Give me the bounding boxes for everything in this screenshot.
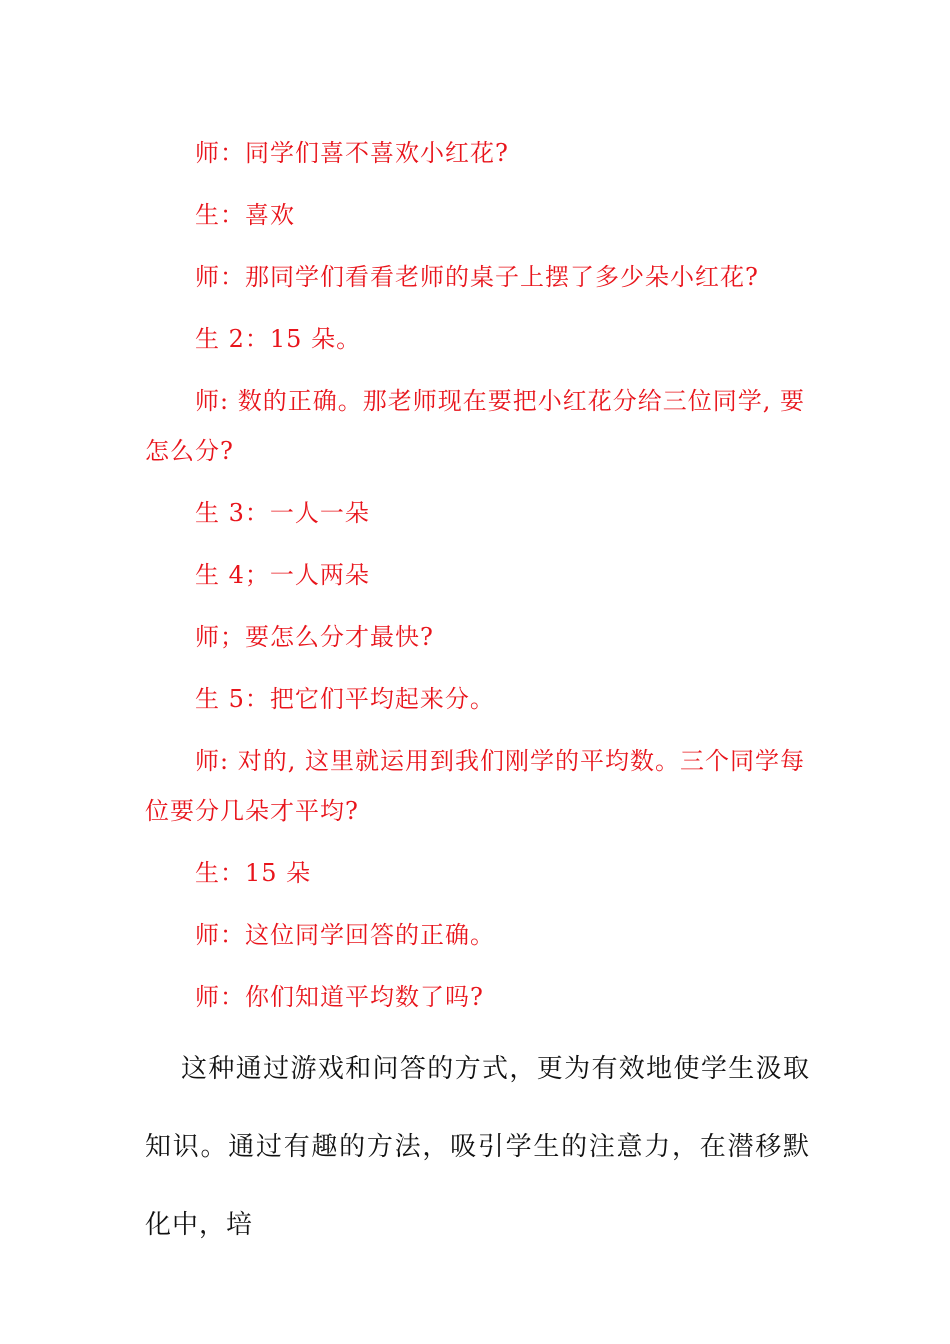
dialogue-line: 师；要怎么分才最快? xyxy=(195,623,434,651)
dialogue-line: 师: 对的, 这里就运用到我们刚学的平均数。三个同学每位要分几朵才平均? xyxy=(145,747,805,825)
dialogue-line: 师: 数的正确。那老师现在要把小红花分给三位同学, 要怎么分? xyxy=(145,387,805,465)
body-paragraph: 这种通过游戏和问答的方式，更为有效地使学生汲取知识。通过有趣的方法，吸引学生的注意力，在潜移默化中，培 xyxy=(145,1054,810,1240)
body-paragraph-section xyxy=(145,1030,810,1264)
dialogue-section xyxy=(145,128,810,1034)
dialogue-line: 师：那同学们看看老师的桌子上摆了多少朵小红花? xyxy=(195,263,759,291)
dialogue-line: 生 5：把它们平均起来分。 xyxy=(195,685,495,713)
dialogue-line: 生 3：一人一朵 xyxy=(195,499,370,527)
dialogue-line: 师：你们知道平均数了吗? xyxy=(195,983,484,1011)
dialogue-line: 师：这位同学回答的正确。 xyxy=(195,921,495,949)
dialogue-line: 师：同学们喜不喜欢小红花? xyxy=(195,139,509,167)
dialogue-line: 生 4；一人两朵 xyxy=(195,561,370,589)
dialogue-line: 生 2：15 朵。 xyxy=(195,325,362,353)
dialogue-line: 生：15 朵 xyxy=(195,859,312,887)
dialogue-line: 生：喜欢 xyxy=(195,201,295,229)
